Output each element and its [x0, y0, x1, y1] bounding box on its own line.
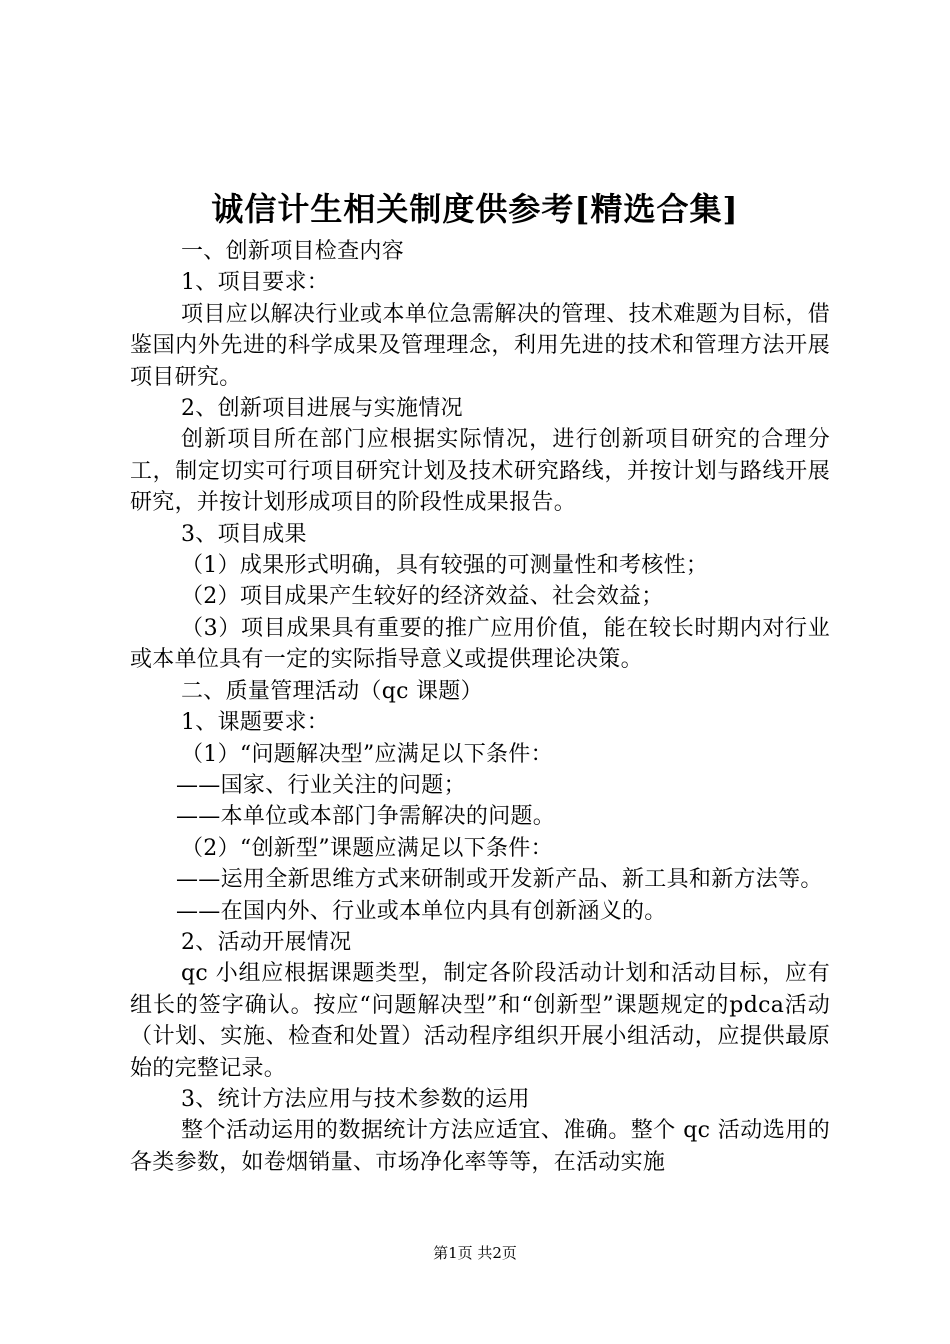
dash-item-unit-problem: ——本单位或本部门争需解决的问题。	[176, 804, 556, 830]
subheading-statistics: 3、统计方法应用与技术参数的运用	[181, 1086, 530, 1112]
list-item-result-1: （1）成果形式明确，具有较强的可测量性和考核性；	[181, 553, 709, 579]
dash-item-national-concern: ——国家、行业关注的问题；	[176, 772, 466, 798]
dash-item-innovation-meaning: ——在国内外、行业或本单位内具有创新涵义的。	[176, 898, 667, 924]
list-item-result-3: （3）项目成果具有重要的推广应用价值，能在较长时期内对行业或本单位具有一定的实际指导意义或提供理论决策。	[130, 615, 830, 673]
paragraph-activity-status: qc 小组应根据课题类型，制定各阶段活动计划和活动目标，应有组长的签字确认。按应“问题解决型”和“创新型”课题规定的pdca活动（计划、实施、检查和处置）活动程序组织开展小组活动，应提供最原始的完整记录。	[130, 961, 830, 1081]
page-number-footer: 第1页 共2页	[433, 1244, 517, 1262]
document-body	[130, 236, 830, 1178]
section-heading-quality: 二、质量管理活动（qc 课题）	[181, 678, 483, 704]
subheading-project-progress: 2、创新项目进展与实施情况	[181, 396, 463, 422]
subheading-activity-status: 2、活动开展情况	[181, 929, 352, 955]
list-item-innovative: （2）“创新型”课题应满足以下条件：	[181, 835, 553, 861]
section-heading-innovation: 一、创新项目检查内容	[181, 239, 405, 264]
paragraph-project-requirements: 项目应以解决行业或本单位急需解决的管理、技术难题为目标，借鉴国内外先进的科学成果及管理理念，利用先进的技术和管理方法开展项目研究。	[130, 301, 830, 390]
dash-item-new-thinking: ——运用全新思维方式来研制或开发新产品、新工具和新方法等。	[176, 867, 823, 893]
subheading-topic-requirements: 1、课题要求：	[181, 710, 330, 736]
paragraph-project-progress: 创新项目所在部门应根据实际情况，进行创新项目研究的合理分工，制定切实可行项目研究计划及技术研究路线，并按计划与路线开展研究，并按计划形成项目的阶段性成果报告。	[130, 427, 830, 516]
list-item-result-2: （2）项目成果产生较好的经济效益、社会效益；	[181, 584, 664, 610]
subheading-project-requirements: 1、项目要求：	[181, 270, 330, 296]
paragraph-statistics: 整个活动运用的数据统计方法应适宜、准确。整个 qc 活动选用的各类参数，如卷烟销量、市场净化率等等，在活动实施	[130, 1118, 830, 1175]
list-item-problem-solving: （1）“问题解决型”应满足以下条件：	[181, 741, 553, 767]
document-title: 诚信计生相关制度供参考[精选合集]	[211, 190, 739, 228]
subheading-project-results: 3、项目成果	[181, 521, 307, 547]
